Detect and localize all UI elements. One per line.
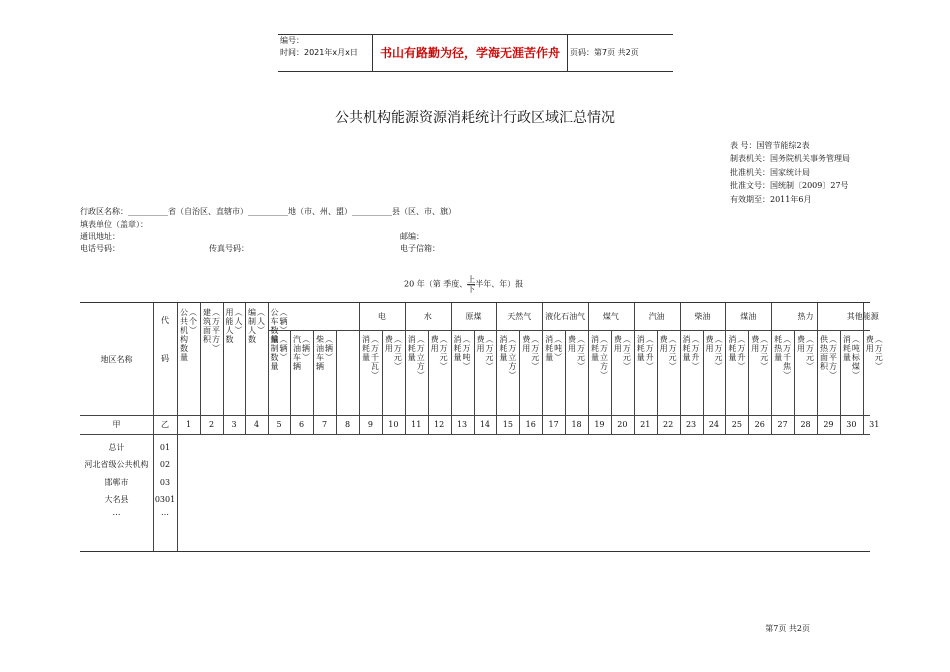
column-unit: （万立方） <box>599 335 609 380</box>
index-rule <box>80 434 870 435</box>
column-unit: （万立方） <box>507 335 517 380</box>
column-label: 消耗量 <box>498 335 508 362</box>
column-unit: （万元） <box>530 335 540 371</box>
energy-group-header: 液化石油气 <box>545 312 586 321</box>
index-cell: 14 <box>479 420 491 429</box>
region-code-cell: 03 <box>159 477 171 487</box>
column-unit: （人） <box>256 308 266 335</box>
column-label: 消耗量 <box>727 335 737 362</box>
column-label: 费用 <box>384 335 394 353</box>
index-cell: 6 <box>298 420 305 429</box>
column-label: 建筑面积 <box>202 308 212 344</box>
column-label: 消耗量 <box>407 335 417 362</box>
column-label: 公共机构数量 <box>179 308 189 362</box>
index-cell: 5 <box>276 420 282 429</box>
index-cell: 3 <box>231 420 237 429</box>
column-unit: （万平方） <box>211 308 221 353</box>
column-label: 费用 <box>475 335 485 353</box>
energy-subcolumn-header <box>542 330 565 415</box>
unit-line: 填表单位（盖章）： <box>80 220 148 229</box>
column-label: 柴油车辆 <box>315 335 325 371</box>
column-label: 编制数量 <box>270 335 279 371</box>
column-label: 汽油车辆 <box>292 335 302 371</box>
column-label: 费用 <box>521 335 531 353</box>
region-name-cell: 总计 <box>108 442 125 452</box>
index-cell: 21 <box>640 420 651 429</box>
column-unit: （万千焦） <box>782 335 792 380</box>
index-cell: 30 <box>846 420 857 429</box>
energy-group-header: 柴油 <box>694 312 711 321</box>
energy-subcolumn-header <box>863 330 886 415</box>
column-label: 消耗量 <box>636 335 646 362</box>
index-cell: 19 <box>594 420 605 429</box>
energy-subcolumn-header <box>634 330 657 415</box>
column-unit: （万元） <box>713 335 723 371</box>
column-unit: （辆） <box>324 335 334 362</box>
column-label: 费用 <box>430 335 440 353</box>
column-unit: （人） <box>234 308 243 335</box>
index-cell: 乙 <box>161 420 169 429</box>
address-line: 通讯地址： <box>80 232 120 241</box>
energy-subcolumn-header <box>680 330 703 415</box>
index-cell: 25 <box>731 420 742 429</box>
column-unit: （万千瓦） <box>370 335 380 380</box>
energy-subcolumn-header <box>588 330 611 415</box>
period-prefix: 20 年（第 季度、 <box>404 279 468 289</box>
energy-subcolumn-header <box>748 330 771 415</box>
report-period <box>404 275 523 294</box>
column-unit: （个） <box>188 308 198 335</box>
energy-subcolumn-header <box>771 330 794 415</box>
column-unit: （万元） <box>874 335 884 371</box>
car-subcolumn-header <box>313 330 336 415</box>
energy-subcolumn-header <box>840 330 863 415</box>
energy-subcolumn-header <box>451 330 474 415</box>
period-upper: 上 <box>467 275 476 284</box>
energy-subcolumn-header <box>817 330 840 415</box>
energy-subcolumn-header <box>428 330 451 415</box>
column-label: 耗热量 <box>773 335 783 362</box>
code-header-bottom: 码 <box>161 353 169 363</box>
energy-group-header: 热力 <box>797 312 814 321</box>
energy-subcolumn-header <box>794 330 817 415</box>
column-unit: （万元） <box>439 335 449 371</box>
column-label: 消耗量 <box>842 335 852 362</box>
index-cell: 22 <box>663 420 674 429</box>
form-meta <box>730 139 850 206</box>
index-cell: 20 <box>617 420 628 429</box>
index-cell: 10 <box>388 420 399 429</box>
meta-line: 批准机关：国家统计局 <box>730 167 810 177</box>
energy-subcolumn-header <box>657 330 680 415</box>
energy-subcolumn-header <box>359 330 382 415</box>
column-label: 消耗量 <box>590 335 600 362</box>
index-cell: 8 <box>344 420 351 429</box>
code-label: 编号： <box>280 36 304 45</box>
index-cell: 9 <box>367 420 373 429</box>
left-column-header <box>223 303 245 415</box>
meta-line: 制表机关：国务院机关事务管理局 <box>730 154 850 164</box>
column-label: 费用 <box>704 335 714 353</box>
column-unit: （万升） <box>736 335 746 371</box>
column-label: 费用 <box>659 335 669 353</box>
column-unit: （万元） <box>484 335 494 371</box>
energy-group-header: 原煤 <box>465 312 482 321</box>
page-footer: 第7页 共2页 <box>765 624 810 633</box>
energy-subcolumn-header <box>565 330 588 415</box>
index-cell: 2 <box>208 420 215 429</box>
energy-group-header: 其他能源 <box>846 312 879 321</box>
column-unit: （万元） <box>805 335 815 371</box>
column-unit: （万立方） <box>416 335 426 380</box>
energy-group-header: 电 <box>377 312 386 321</box>
energy-subcolumn-header <box>382 330 405 415</box>
column-label: 编制人数 <box>247 308 257 344</box>
period-lower: 下 <box>467 285 476 294</box>
column-unit: （辆） <box>301 335 311 362</box>
column-label: 费用 <box>613 335 623 353</box>
energy-subcolumn-header <box>725 330 748 415</box>
index-cell: 26 <box>754 420 765 429</box>
column-label: 费用 <box>567 335 577 353</box>
column-unit: （万元） <box>759 335 769 371</box>
column-unit: （吨标煤） <box>851 335 861 380</box>
column-label: 用能人数 <box>225 308 234 344</box>
column-unit: （万升） <box>645 335 655 371</box>
column-unit: （万元） <box>668 335 678 371</box>
energy-group-header: 汽油 <box>648 312 665 321</box>
energy-subcolumn-header <box>611 330 634 415</box>
index-cell: 7 <box>321 420 328 429</box>
car-subcolumn-header <box>268 330 290 415</box>
column-unit: （万元） <box>622 335 632 371</box>
column-label: 供热面积 <box>819 335 829 371</box>
energy-subcolumn-header <box>703 330 726 415</box>
energy-group-header: 煤气 <box>602 312 619 321</box>
column-label: 消耗量 <box>544 335 554 362</box>
column-label: 消耗量 <box>682 335 692 362</box>
column-unit: （辆） <box>279 308 288 335</box>
meta-line: 批准文号：国统制〔2009〕27号 <box>730 181 849 191</box>
page-title: 公共机构能源资源消耗统计行政区域汇总情况 <box>335 110 615 126</box>
region-line: 行政区名称：__________省（自治区、直辖市）__________地（市、州、盟）__________县（区、市、旗） <box>80 207 456 216</box>
energy-subcolumn-header <box>519 330 542 415</box>
column-unit: （万元） <box>393 335 403 371</box>
energy-group-header: 煤油 <box>740 312 757 321</box>
energy-subcolumn-header <box>496 330 519 415</box>
email-line: 电子信箱： <box>400 244 440 253</box>
column-label: 费用 <box>750 335 760 353</box>
code-header-top: 代 <box>161 316 169 325</box>
index-cell: 甲 <box>112 420 121 429</box>
index-cell: 17 <box>548 420 559 429</box>
column-unit: （辆） <box>279 335 288 362</box>
region-header: 地区名称 <box>100 354 133 364</box>
region-code-cell: 02 <box>159 460 171 469</box>
index-cell: 18 <box>571 420 582 429</box>
column-unit: （万吨） <box>462 335 472 371</box>
index-cell: 15 <box>502 420 513 429</box>
index-cell: 1 <box>185 420 192 429</box>
index-cell: 29 <box>823 420 834 429</box>
energy-group-header: 水 <box>423 312 432 321</box>
index-cell: 31 <box>869 420 880 429</box>
meta-line: 有效期至：2011年6月 <box>730 194 812 204</box>
left-column-header <box>200 303 223 415</box>
column-unit: （吨） <box>553 335 563 362</box>
left-column-header <box>245 303 268 415</box>
statistics-table <box>80 302 884 552</box>
header-strip <box>278 34 673 72</box>
car-subcolumn-header <box>290 330 313 415</box>
region-code-cell: 0301 <box>154 495 176 504</box>
page-label: 页码：第7页 共2页 <box>570 48 639 57</box>
region-code-cell: 01 <box>159 442 171 452</box>
index-cell: 16 <box>525 420 536 429</box>
index-cell: 24 <box>708 420 720 429</box>
region-name-cell: 大名县 <box>104 495 129 504</box>
region-name-cell: 邯郸市 <box>104 477 129 487</box>
index-cell: 23 <box>685 420 697 429</box>
energy-subcolumn-header <box>405 330 428 415</box>
energy-group-header: 天然气 <box>507 312 532 321</box>
column-label: 消耗量 <box>361 335 371 362</box>
index-cell: 12 <box>434 420 445 429</box>
index-cell: 27 <box>777 420 788 429</box>
date-label: 时间：2021年x月x日 <box>280 48 358 57</box>
region-code-cell: … <box>161 508 169 517</box>
column-label: 费用 <box>796 335 806 353</box>
period-suffix: 半年、年）报 <box>475 279 524 289</box>
column-unit: （万元） <box>576 335 586 371</box>
energy-subcolumn-header <box>474 330 497 415</box>
left-column-header <box>177 303 200 415</box>
header-meta-cell <box>278 35 373 71</box>
index-cell: 11 <box>411 420 422 429</box>
region-name-cell: … <box>112 508 121 517</box>
meta-line: 表 号：国管节能综2表 <box>730 141 810 150</box>
index-cell: 13 <box>456 420 468 429</box>
motto: 书山有路勤为径，学海无涯苦作舟 <box>373 35 568 71</box>
index-cell: 4 <box>253 420 260 429</box>
postcode-line: 邮编： <box>400 232 424 241</box>
column-unit: （万升） <box>691 335 701 371</box>
index-cell: 28 <box>800 420 811 429</box>
column-label: 公车数量 <box>270 308 279 344</box>
fax-line: 传真号码： <box>209 244 249 253</box>
column-label: 消耗量 <box>453 335 463 362</box>
column-unit: （万平方） <box>828 335 838 380</box>
phone-line: 电话号码： <box>80 244 120 253</box>
column-label: 费用 <box>865 335 875 353</box>
region-name-cell: 河北省级公共机构 <box>84 460 149 469</box>
